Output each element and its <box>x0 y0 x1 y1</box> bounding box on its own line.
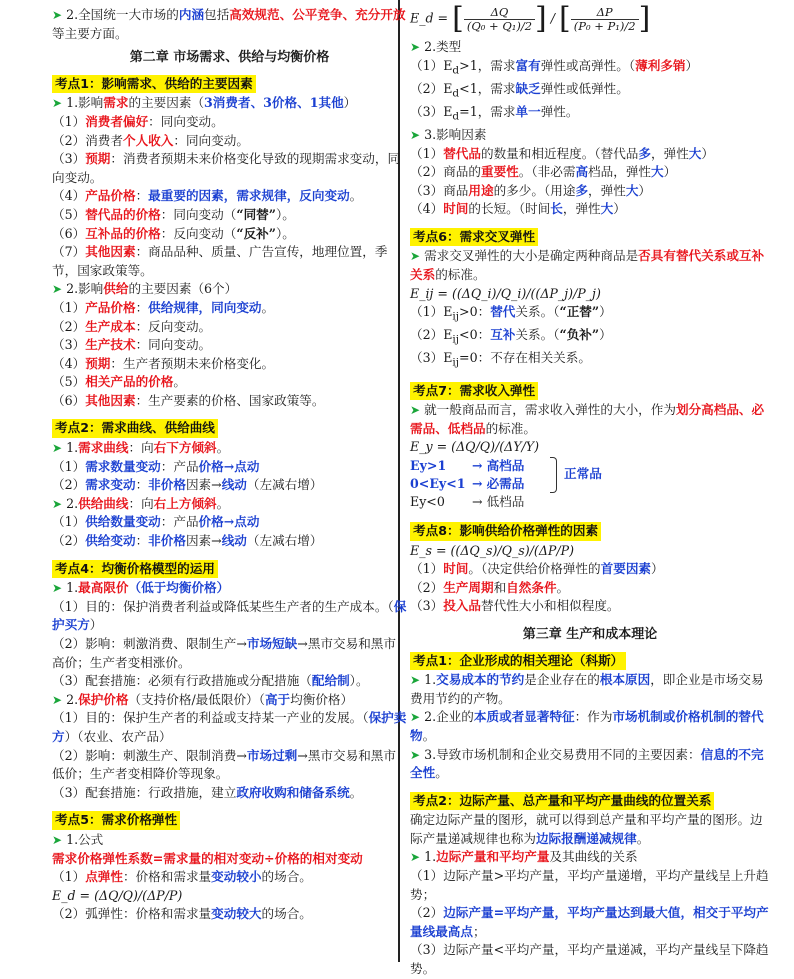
section-title: 考点5：需求价格弹性 <box>52 811 180 830</box>
arrow-right-icon: ➤ <box>410 127 421 142</box>
section-title: 考点2：需求曲线、供给曲线 <box>52 419 218 438</box>
list-item: （3）配套措施：必须有行政措施或分配措施（配给制）。 <box>52 673 369 689</box>
list-item: （1）时间。（决定供给价格弹性的首要因素） <box>410 561 664 577</box>
formula: E_y = (ΔQ/Q)/(ΔY/Y) <box>410 439 540 455</box>
list-item: ➤ 2.企业的本质或者显著特征：作为市场机制或价格机制的替代物。 <box>410 709 764 743</box>
list-item: ➤ 就一般商品而言，需求收入弹性的大小，作为划分高档品、必需品、低档品的标准。 <box>410 402 765 436</box>
arrow-right-icon: ➤ <box>410 403 421 418</box>
list-item: （1）替代品的数量和相近程度。（替代品多，弹性大） <box>410 145 714 161</box>
list-item: （4）产品价格：最重要的因素，需求规律，反向变动。 <box>52 188 363 204</box>
list-item: （1）目的：保护生产者的利益或支持某一产业的发展。（保护卖方）（农业、农产品） <box>52 710 407 744</box>
formula: E_d = (ΔQ/Q)/(ΔP/P) <box>52 887 183 903</box>
list-item: （2）影响：刺激生产、限制消费→市场过剩→黑市交易和黑市低价；生产者变相降价等现象。 <box>52 747 396 782</box>
list-item: （3）配套措施：行政措施，建立政府收购和储备系统。 <box>52 784 363 800</box>
list-item: ➤ 1.边际产量和平均产量及其曲线的关系 <box>410 849 638 865</box>
arrow-right-icon: ➤ <box>410 249 421 264</box>
section-title: 考点1：企业形成的相关理论（科斯） <box>410 652 626 671</box>
list-item: （2）生产成本：反向变动。 <box>52 318 212 334</box>
list-item: （2）边际产量=平均产量，平均产量达到最大值，相交于平均产量线最高点； <box>410 905 769 939</box>
right-column <box>410 0 770 979</box>
section-title: 考点2：边际产量、总产量和平均产量曲线的位置关系 <box>410 792 714 811</box>
list-item: $(3)E_d=1$，需求单一弹性。 <box>410 103 579 123</box>
arc-elasticity-formula: E_d = [ $\frac{\Delta Q}{\text{(Q₀ + Q₁)/2}}$ ] / [ $\frac{\Delta P}{\text{(P₀ + P₁)/2}}$ ] <box>410 1 651 36</box>
normal-goods-label: 正常品 <box>564 465 602 481</box>
list-item: （1）边际产量>平均产量，平均产量递增，平均产量线呈上升趋势； <box>410 868 769 902</box>
arrow-right-icon: ➤ <box>410 40 421 54</box>
arrow-right-icon: ➤ <box>52 692 63 707</box>
list-item: （1）产品价格：供给规律，同向变动。 <box>52 299 275 315</box>
arrow-right-icon: ➤ <box>410 850 421 865</box>
list-item: ➤ 2.保护价格（支持价格/最低限价）（高于均衡价格） <box>52 691 354 707</box>
chapter-title: 第二章 市场需求、供给与均衡价格 <box>129 50 330 66</box>
list-item: （3）投入品替代性大小和相似程度。 <box>410 598 620 614</box>
list-item: （7）其他因素：商品品种、质量、广告宣传，地理位置，季节，国家政策等。 <box>52 244 388 278</box>
definition-line: 需求价格弹性系数=需求量的相对变动÷价格的相对变动 <box>52 850 363 866</box>
list-item: （5）相关产品的价格。 <box>52 374 186 390</box>
list-item: ➤ 2.类型 <box>410 39 462 54</box>
arrow-right-icon: ➤ <box>52 496 63 511</box>
section-title: 考点8：影响供给价格弹性的因素 <box>410 522 601 541</box>
list-item: （2）需求变动：非价格因素→线动（左减右增） <box>52 477 323 493</box>
list-item: ➤ 1.公式 <box>52 831 104 847</box>
list-item: （1）需求数量变动：产品价格→点动 <box>52 458 260 474</box>
section-title: 考点6：需求交叉弹性 <box>410 228 538 247</box>
formula: E_ij = ((ΔQ_i)/Q_i)/((ΔP_j)/P_j) <box>410 285 601 301</box>
arrow-right-icon: ➤ <box>52 96 63 111</box>
list-item: ➤ 1.交易成本的节约是企业存在的根本原因，即企业是市场交易费用节约的产物。 <box>410 672 764 706</box>
list-item: （1）消费者偏好：同向变动。 <box>52 113 224 129</box>
list-item: ➤ 1.最高限价（低于均衡价格） <box>52 580 230 596</box>
list-item: （2）影响：刺激消费、限制生产→市场短缺→黑市交易和黑市高价；生产者变相涨价。 <box>52 636 396 670</box>
income-elasticity-table: Ey>1 → 高档品 0<Ey<1 → 必需品 正常品 Ey<0 → 低档品 <box>410 457 602 509</box>
list-item: （6）互补品的价格：反向变动（“反补”）。 <box>52 225 295 241</box>
list-item: ➤ 3.导致市场机制和企业交易费用不同的主要因素：信息的不完全性。 <box>410 746 764 781</box>
list-item: （3）预期：消费者预期未来价格变化导致的现期需求变动，同向变动。 <box>52 151 401 185</box>
list-item: （2）弧弹性：价格和需求量变动较大的场合。 <box>52 906 312 922</box>
section-title: 考点7：需求收入弹性 <box>410 382 538 401</box>
section-title: 考点4：均衡价格模型的运用 <box>52 560 218 579</box>
list-item: $(1)E_d>1$，需求富有弹性或高弹性。（薄利多销） <box>410 57 699 77</box>
list-item: （6）其他因素：生产要素的价格、国家政策等。 <box>52 392 325 408</box>
list-item: （2）生产周期和自然条件。 <box>410 579 570 595</box>
left-column <box>52 0 407 924</box>
list-item: ➤ 1.影响需求的主要因素（3消费者、3价格、1其他） <box>52 95 357 111</box>
list-item: （3）商品用途的多少。（用途多，弹性大） <box>410 182 651 198</box>
arrow-right-icon: ➤ <box>52 832 63 847</box>
list-item: （1）目的：保护消费者利益或降低某些生产者的生产成本。（保护买方） <box>52 598 407 633</box>
list-item: （4）时间的长短。（时间长，弹性大） <box>410 201 626 217</box>
list-item: ➤ 需求交叉弹性的大小是确定两种商品是否具有替代关系或互补关系的标准。 <box>410 248 765 283</box>
arrow-right-icon: ➤ <box>52 8 63 22</box>
arrow-right-icon: ➤ <box>52 441 63 456</box>
list-item: ➤ 2.影响供给的主要因素（6个） <box>52 281 238 297</box>
list-item: （2）商品的重要性。（非必需高档品，弹性大） <box>410 164 677 180</box>
bracket-icon <box>550 457 557 493</box>
list-item: $(2)E_d<1$，需求缺乏弹性或低弹性。 <box>410 80 629 100</box>
list-item: ➤ 1.需求曲线：向右下方倾斜。 <box>52 440 230 456</box>
list-item: （2）供给变动：非价格因素→线动（左减右增） <box>52 533 323 549</box>
list-item: （1）供给数量变动：产品价格→点动 <box>52 514 260 530</box>
list-item: （4）预期：生产者预期未来价格变化。 <box>52 355 275 371</box>
list-item: $(1)E_{ij}>0$：替代关系。（“正替”） <box>410 304 612 323</box>
list-item: ➤ 3.影响因素 <box>410 126 487 142</box>
list-item: 确定边际产量的图形，就可以得到总产量和平均产量的图形。边际产量递减规律也称为边际报酬递减规律。 <box>410 812 763 846</box>
arrow-right-icon: ➤ <box>410 673 421 688</box>
list-item: ➤ 2.供给曲线：向右上方倾斜。 <box>52 495 230 511</box>
arrow-right-icon: ➤ <box>410 747 421 762</box>
list-item: （5）替代品的价格：同向变动（“同替”）。 <box>52 206 295 222</box>
list-item: $(3)E_{ij}=0$：不存在相关关系。 <box>410 350 591 369</box>
list-item: （2）消费者个人收入：同向变动。 <box>52 132 249 148</box>
list-item: （3）边际产量<平均产量，平均产量递减，平均产量线呈下降趋势。 <box>410 942 769 977</box>
arrow-right-icon: ➤ <box>52 581 63 596</box>
chapter-title: 第三章 生产和成本理论 <box>522 626 658 642</box>
arrow-right-icon: ➤ <box>410 710 421 725</box>
list-item: （1）点弹性：价格和需求量变动较小的场合。 <box>52 869 312 885</box>
section-title: 考点1：影响需求、供给的主要因素 <box>52 75 256 94</box>
arrow-right-icon: ➤ <box>52 282 63 297</box>
list-item: $(2)E_{ij}<0$：互补关系。（“负补”） <box>410 327 612 346</box>
intro-line: ➤ 2.全国统一大市场的内涵包括高效规范、公平竞争、充分开放等主要方面。 <box>52 7 406 41</box>
formula: E_s = ((ΔQ_s)/Q_s)/(ΔP/P) <box>410 542 575 558</box>
list-item: （3）生产技术：同向变动。 <box>52 337 212 353</box>
